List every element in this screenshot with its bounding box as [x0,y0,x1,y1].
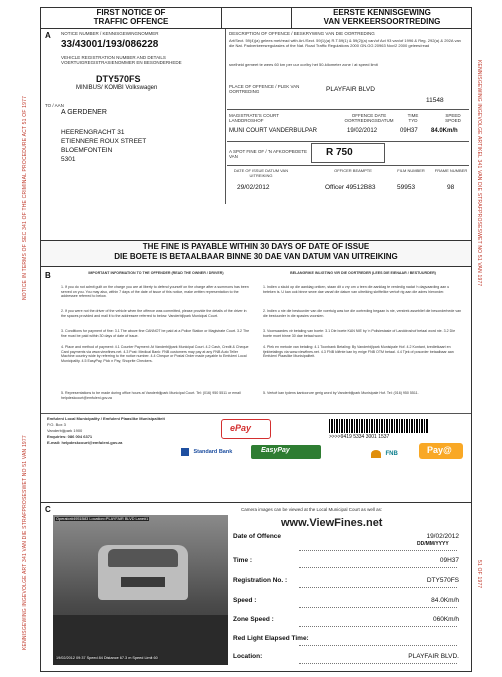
vehicle-reg-label: VEHICLE REGISTRATION NUMBER AND DETAILS VOERTUIGREGISTRASIENOMMER EN BESONDERHEDE [61,55,182,65]
section-c [41,502,471,672]
film-label: FILM NUMBER [397,168,425,173]
footer-email: E-mail: helpdeskcourt@emfuleni.gov.za [47,440,123,445]
section-b [41,240,471,503]
info-en-p1: 1. If you do not admit guilt on the charge you are at liberty to defend yourself on the charge after a summons has been served on you. You may also, within 7 days of the date of issue of this notice, make written representation to the addressee referred to below. [61,285,249,299]
offence-time: 09H37 [400,128,418,134]
offence-date-label: OFFENCE DATE OORTREDINGSDATUM [344,113,394,123]
row-location-value: PLAYFAIR BLVD. [408,653,459,660]
info-af-p4: 4. Plek en metode van betaling: 4.1 Toonbank Betaling: By Vanderbijlpark Munisipale Hof. 4.2 Kontant, kredietkaart en tjekbetalings via www.viewfines.net. 4.3 FNB kliënte kan by enige FNB OTM betaal. 4.4 Tjek of posorder betaalbaar aan Emfuleni Plaaslike Munisipaliteit. [263,345,454,359]
to-label: TO / AAN [45,103,64,108]
row-location-key: Location: [233,653,263,660]
side-text-left-bottom: KENNISGEWING INGEVOLGE ART 341 VAN DIE STRAFPROSESWET NO 51 VAN 1977 [22,435,28,650]
info-title-en: IMPORTANT INFORMATION TO THE OFFENDER (READ THE OWNER / DRIVER) [88,271,224,275]
addressee-name: A GERDENER [61,109,107,116]
row-date-value: 19/02/2012 [426,533,459,540]
vehicle-grille [121,577,165,587]
standard-bank-logo [181,443,232,461]
officer: Officer 49512B83 [325,184,376,191]
notice-form [40,7,472,672]
side-text-left-top: NOTICE IN TERMS OF SEC 341 OF THE CRIMINAL PROCEDURE ACT 51 OF 1977 [22,95,28,300]
info-title-af: BELANGRIKE INLIGTING VIR DIE OORTREDER (LEES DIE EIENAAR / BESTUURDER) [290,271,436,275]
section-b-letter: B [45,271,51,280]
offence-description-label: DESCRIPTION OF OFFENCE / BESKRYWING VAN DIE OORTREDING [229,31,375,36]
fine-band-line1: THE FINE IS PAYABLE WITHIN 30 DAYS OF DATE OF ISSUE [142,242,370,251]
spot-fine-amount: R 750 [326,147,353,158]
easypay-logo-text: EasyPay [261,447,290,454]
photo-top-caption: Operator#4951B83 Location=PLAYFAIR BLVD Lane#1 [56,517,149,521]
info-af-p5: 5. Vertoë kan tydens kantoorure gerig word by Vanderbijlpark Munisipale Hof. Tel: (016) 950 5511. [263,391,419,395]
offence-speed: 84.0Km/h [431,128,458,134]
issue-date: 29/02/2012 [237,184,270,191]
offence-description-2: snelheid gemeet te wees 60 km per uur oor/by het 50-kilometer zone / at speed limit [229,62,378,67]
fnb-text: FNB [385,450,398,457]
footer-address-3: Vanderbijlpark 1900 [47,428,83,433]
fnb-logo [371,445,398,463]
address-line-2: ETIENNERE ROUX STREET [61,138,147,145]
place-code: 11548 [426,97,444,104]
barcode [329,419,429,433]
info-af-p3: 3. Voorwaardes vir betaling van boete: 3.1 Die boete KAN NIE by 'n Polisiestasie of Landdroshof betaal word nie. 3.2 Die boete moet binne 30 dae betaal word. [263,329,456,338]
vehicle-windshield [108,549,178,567]
info-en-p5: 5. Representations to be made during office hours at Vanderbijlpark Municipal Court. Tel: (016) 950 5511 or email helpdeskcourt@emfuleni.gov.za [61,391,241,400]
court-name: MUNI COURT VANDERBULPAR [229,128,317,134]
info-af-p1: 1. Indien u skuld op die aanklag ontken, staan dit u vry om u teen die aanklag te verdedig nadat 'n dagvaarding aan u beteken is. U kan ook binne sewe dae vanaf die datum van uitreiking skriftelike vertoë rig aan die adres hieronder. [263,285,450,294]
header-left [41,8,222,28]
epay-logo-text: ePay [230,423,252,433]
issue-date-label: DATE OF ISSUE DATUM VAN UITREIKING [233,168,289,178]
speed-label: SPEED SPOED [445,113,461,123]
row-time-key: Time : [233,557,253,564]
court-label: MAGISTRATE'S COURT LANDDROSHOF [229,113,279,123]
photo-bottom-caption: 19/02/2012 09:37 Speed 84 Distance 67.3 m Speed Limit 60 [56,656,158,660]
row-date-key: Date of Offence [233,533,282,540]
row-speed-value: 84.0Km/h [431,597,459,604]
viewfines-url[interactable]: www.ViewFines.net [281,517,383,529]
officer-label: OFFICER BEAMPTE [334,168,372,173]
spot-fine-label: A SPOT FINE OF / 'N AFKOOPBOETE VAN [229,149,308,159]
side-text-right-bottom: 51 OF 1977 [476,560,482,589]
row-reg-value: DTY570FS [426,577,459,584]
payat-logo-text: Pay@ [427,445,452,455]
row-zone-value: 060Km/h [432,616,459,623]
vehicle-details: MINIBUS/ KOMBI Volkswagen [76,85,158,91]
section-c-letter: C [45,505,51,514]
time-label: TIME TYD [407,113,419,123]
camera-photo [53,515,228,665]
footer-address-1: Emfuleni Local Municipality / Emfuleni Plaaslike Munisipaliteit [47,416,165,421]
fnb-icon [371,450,381,458]
info-en-p2: 2. If you were not the driver of the vehicle when the offence was committed, please provide the details of the driver in the spaces provided and mail it to the addressee referred to below: Vanderbijlpark Municipal Court. [61,309,247,318]
frame-label: FRAME NUMBER [434,168,468,173]
offence-description: Art/Sect. 59(4)(a) gelees met/read with Art./Sect. 59(1)(a) R.T.59(1) & 59(2)(a) van/of Act 93 van/of 1996 & Reg. 292(a) & 292A van die Nat. Padverkeersregulasies of the Nat. Road Traffic Regulations 2000 GN.GG 20963 Nov/2 2000 gelees/read [229,38,461,48]
standard-bank-icon [181,448,189,456]
film-number: 59953 [397,184,416,191]
header-left-line1: FIRST NOTICE OF [96,8,166,17]
footer-address-2: P.O. Box 3 [47,422,66,427]
easypay-logo [251,445,321,459]
barcode-number: >>>>9419 5334 3001 1537 [329,434,390,440]
spot-fine-box [311,143,385,163]
row-zone-key: Zone Speed : [233,616,274,623]
address-line-1: HEERENGRACHT 31 [61,129,125,136]
fine-band-line2: DIE BOETE IS BETAALBAAR BINNE 30 DAE VAN DATUM VAN UITREIKING [114,252,398,261]
offence-date: 19/02/2012 [347,128,378,134]
header-right [291,8,472,28]
place-label: PLACE OF OFFENCE / PLEK VAN OORTREDING [229,84,300,94]
header-right-line1: EERSTE KENNISGEWING [333,8,431,17]
header-right-line2: VAN VERKEERSOORTREDING [323,17,441,26]
row-red-light-key: Red Light Elapsed Time: [233,635,309,642]
notice-number-label: NOTICE NUMBER / KENNISGEWINGNOMMER [61,31,159,36]
side-text-right-top: KENNISGEWING INGEVOLGE ARTIKEL 341 VAN DIE STRAFPROSESWET NO 51 VAN 1977 [476,60,482,287]
footer-phone: Enquiries: 086 004 6371 [47,434,93,439]
row-time-value: 09H37 [439,557,459,564]
info-en-p4: 4. Place and method of payment: 4.1 Counter Payment: At Vanderbijlpark Municipal Court. 4.2 Cash, Credit & Cheque Card payments via www.viewfines.net. 4.3 Post: Medical Bank: FNB customers may pay at any FNB Auto Teller Machine country wide by referring to the notice number. 4.4 Cheque or Postal Order made payable to Emfuleni Local Municipality. 4.5 EasyPay, Pick n Pay, Shoprite Checkers. [61,345,249,363]
frame-number: 98 [447,184,455,191]
row-speed-key: Speed : [233,597,257,604]
row-reg-key: Registration No. : [233,577,288,584]
info-en-p3: 3. Conditions for payment of fine: 3.1 The above fine CANNOT be paid at a Police Station or Magistrate Court. 3.2 The fine must be paid within 30 days of date of issue. [61,329,250,338]
address-line-4: 5301 [61,156,76,163]
payat-logo [419,443,463,459]
epay-logo [221,419,271,439]
standard-bank-text: Standard Bank [193,448,233,455]
row-date-format: DD/MM/YYYY [417,541,449,547]
vehicle-reg: DTY570FS [96,74,141,84]
info-af-p2: 2. Indien u nie die bestuurder van die voertuig was toe die oortreding begaan is nie, verstrek asseblief die besonderhede van die bestuurder in die spasies voorsien. [263,309,462,318]
header-left-line2: TRAFFIC OFFENCE [93,17,169,26]
place-of-offence: PLAYFAIR BLVD [326,86,375,93]
camera-note: Camera images can be viewed at the Local Municipal Court as well as: [241,507,383,512]
section-a-letter: A [45,31,51,40]
address-line-3: BLOEMFONTEIN [61,147,113,154]
section-a [41,28,471,241]
notice-number: 33/43001/193/086228 [61,39,159,50]
